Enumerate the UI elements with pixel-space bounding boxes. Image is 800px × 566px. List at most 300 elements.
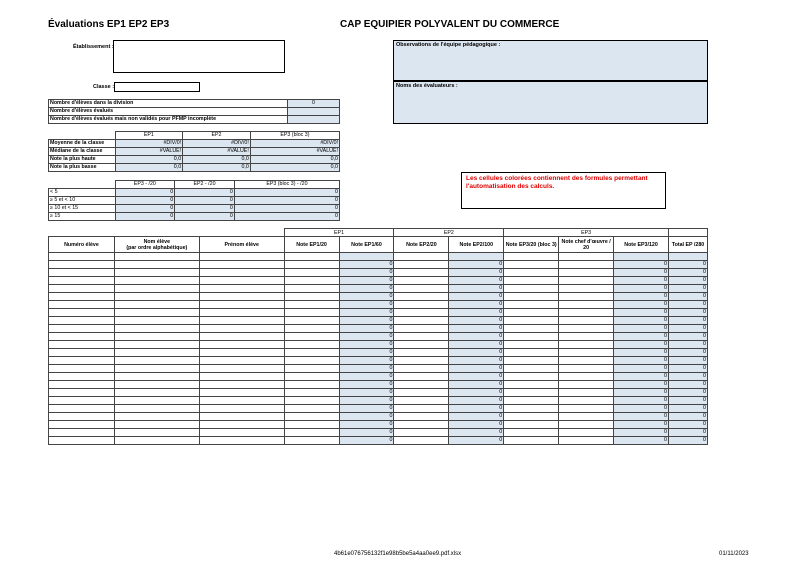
dist-label: ≥ 10 et < 15 [49,205,116,213]
table-cell[interactable] [394,405,449,413]
diploma-title: CAP EQUIPIER POLYVALENT DU COMMERCE [340,19,560,30]
table-cell[interactable] [49,349,115,357]
table-cell[interactable] [114,333,199,341]
table-cell[interactable] [49,365,115,373]
table-cell[interactable] [114,309,199,317]
table-row [49,277,708,285]
table-cell[interactable] [199,293,284,301]
table-cell[interactable] [49,405,115,413]
table-cell: 0 [449,429,504,437]
table-cell[interactable] [114,381,199,389]
column-header: Note EP2/20 [394,237,449,253]
table-cell[interactable] [394,317,449,325]
stats-value: #VALUE! [250,148,339,156]
stats-value: 0,0 [183,164,251,172]
table-cell[interactable] [394,269,449,277]
dist-header: EP3 - /20 [115,181,175,189]
table-cell[interactable] [49,381,115,389]
table-cell[interactable] [199,381,284,389]
table-cell[interactable] [49,285,115,293]
table-cell[interactable] [559,253,614,261]
table-cell: 0 [669,285,708,293]
table-cell: 0 [449,397,504,405]
table-cell: 0 [339,285,394,293]
table-cell[interactable] [284,317,339,325]
dist-row [49,189,340,197]
table-cell[interactable] [114,317,199,325]
stats-row [49,164,340,172]
table-cell: 0 [614,293,669,301]
table-cell[interactable] [284,301,339,309]
table-cell[interactable] [49,253,115,261]
table-cell: 0 [339,413,394,421]
table-cell[interactable] [284,309,339,317]
table-cell: 0 [449,405,504,413]
table-cell: 0 [449,421,504,429]
table-cell: 0 [339,325,394,333]
table-cell[interactable] [49,301,115,309]
table-cell[interactable] [49,389,115,397]
table-cell[interactable] [114,373,199,381]
table-cell: 0 [449,301,504,309]
table-cell: 0 [614,365,669,373]
count-value [288,116,340,124]
table-cell[interactable] [199,437,284,445]
stats-row [49,156,340,164]
table-cell[interactable] [559,397,614,405]
table-cell[interactable] [559,309,614,317]
stats-header: EP1 [115,132,183,140]
table-cell[interactable] [284,437,339,445]
dist-corner [49,181,116,189]
table-cell[interactable] [199,261,284,269]
table-cell[interactable] [559,301,614,309]
group-header: EP3 [504,229,669,237]
column-header: Note chef d'œuvre / 20 [559,237,614,253]
table-cell[interactable] [199,317,284,325]
table-cell[interactable] [504,405,559,413]
table-cell[interactable] [394,349,449,357]
table-cell[interactable] [114,437,199,445]
table-cell[interactable] [504,429,559,437]
table-cell: 0 [614,421,669,429]
stats-value: 0,0 [115,164,183,172]
table-cell: 0 [614,277,669,285]
table-cell[interactable] [504,277,559,285]
table-cell[interactable] [49,413,115,421]
table-cell: 0 [339,365,394,373]
table-cell: 0 [339,277,394,285]
table-cell[interactable] [284,389,339,397]
table-cell[interactable] [49,309,115,317]
dist-value: 0 [175,205,235,213]
etablissement-field[interactable] [113,40,285,73]
column-header: Note EP3/20 (bloc 3) [504,237,559,253]
table-cell: 0 [449,381,504,389]
table-cell[interactable] [114,301,199,309]
table-cell[interactable] [114,349,199,357]
table-cell[interactable] [504,413,559,421]
table-cell: 0 [669,317,708,325]
table-cell[interactable] [49,317,115,325]
table-cell[interactable] [284,325,339,333]
table-cell[interactable] [394,389,449,397]
stats-value: #DIV/0! [250,140,339,148]
table-cell: 0 [669,357,708,365]
table-cell: 0 [614,437,669,445]
table-cell[interactable] [394,285,449,293]
table-cell[interactable] [199,269,284,277]
table-cell[interactable] [199,309,284,317]
table-cell[interactable] [504,365,559,373]
table-cell[interactable] [49,341,115,349]
table-cell[interactable] [199,325,284,333]
table-cell[interactable] [504,437,559,445]
table-cell[interactable] [559,317,614,325]
stats-label: Médiane de la classe [49,148,116,156]
table-cell[interactable] [559,429,614,437]
table-cell: 0 [669,373,708,381]
table-cell: 0 [339,269,394,277]
table-cell: 0 [614,389,669,397]
table-cell[interactable] [49,269,115,277]
table-cell[interactable] [504,357,559,365]
table-cell: 0 [339,381,394,389]
table-cell[interactable] [284,269,339,277]
table-cell: 0 [339,301,394,309]
table-cell[interactable] [559,285,614,293]
table-cell[interactable] [504,317,559,325]
table-cell[interactable] [559,413,614,421]
distribution-table [48,180,340,221]
table-cell[interactable] [394,293,449,301]
table-cell[interactable] [114,365,199,373]
table-row [49,357,708,365]
table-cell[interactable] [199,405,284,413]
table-cell[interactable] [504,301,559,309]
students-table [48,228,708,445]
table-cell[interactable] [284,413,339,421]
table-cell[interactable] [504,397,559,405]
table-cell[interactable] [114,277,199,285]
table-row [49,405,708,413]
table-cell[interactable] [199,349,284,357]
table-cell[interactable] [504,261,559,269]
table-cell[interactable] [504,253,559,261]
stats-row [49,140,340,148]
table-cell[interactable] [394,429,449,437]
table-cell[interactable] [199,365,284,373]
page-title: Évaluations EP1 EP2 EP3 [48,19,170,30]
table-cell[interactable] [504,333,559,341]
table-cell[interactable] [284,373,339,381]
table-cell: 0 [614,397,669,405]
count-label: Nombre d'élèves évalués mais non validés pour PFMP incomplète [49,116,288,124]
table-cell[interactable] [114,389,199,397]
dist-value: 0 [115,213,175,221]
table-cell: 0 [449,309,504,317]
counts-table [48,99,340,124]
table-cell: 0 [669,429,708,437]
table-cell: 0 [339,373,394,381]
table-cell[interactable] [49,421,115,429]
table-cell: 0 [339,389,394,397]
table-cell[interactable] [504,389,559,397]
table-cell[interactable] [114,397,199,405]
etablissement-label: Établissement : [73,44,114,50]
table-cell[interactable] [284,429,339,437]
table-row [49,437,708,445]
table-row [49,333,708,341]
table-cell[interactable] [49,397,115,405]
table-row [49,285,708,293]
table-cell[interactable] [284,381,339,389]
table-cell[interactable] [559,341,614,349]
table-cell[interactable] [114,285,199,293]
table-cell[interactable] [394,325,449,333]
table-cell: 0 [449,293,504,301]
table-cell[interactable] [559,365,614,373]
table-cell[interactable] [394,365,449,373]
table-cell[interactable] [394,421,449,429]
table-cell[interactable] [284,341,339,349]
table-cell[interactable] [504,373,559,381]
table-cell[interactable] [199,301,284,309]
table-cell[interactable] [559,437,614,445]
table-cell[interactable] [49,277,115,285]
table-cell[interactable] [49,373,115,381]
column-header: Numéro élève [49,237,115,253]
table-cell[interactable] [559,349,614,357]
table-cell[interactable] [504,285,559,293]
table-cell[interactable] [284,421,339,429]
table-cell[interactable] [394,381,449,389]
table-cell: 0 [339,429,394,437]
table-cell[interactable] [394,301,449,309]
table-cell[interactable] [114,357,199,365]
table-cell[interactable] [559,381,614,389]
table-cell[interactable] [114,253,199,261]
table-row [49,381,708,389]
table-cell: 0 [614,429,669,437]
table-cell: 0 [614,349,669,357]
table-cell[interactable] [504,325,559,333]
stats-value: #DIV/0! [183,140,251,148]
stats-value: #VALUE! [115,148,183,156]
table-cell: 0 [669,333,708,341]
group-header: EP2 [394,229,504,237]
table-cell: 0 [614,261,669,269]
table-row [49,293,708,301]
table-cell: 0 [339,333,394,341]
table-cell: 0 [339,261,394,269]
table-cell[interactable] [394,373,449,381]
table-cell[interactable] [199,357,284,365]
table-cell[interactable] [394,341,449,349]
dist-value: 0 [234,189,339,197]
table-cell[interactable] [49,429,115,437]
table-cell[interactable] [114,325,199,333]
table-row [49,269,708,277]
table-cell[interactable] [199,389,284,397]
table-cell[interactable] [199,373,284,381]
table-cell[interactable] [199,333,284,341]
table-cell[interactable] [284,277,339,285]
table-cell[interactable] [199,421,284,429]
table-cell[interactable] [284,357,339,365]
table-cell: 0 [339,309,394,317]
table-cell[interactable] [559,333,614,341]
table-cell[interactable] [504,341,559,349]
table-row [49,253,708,261]
column-header: Prénom élève [199,237,284,253]
table-cell: 0 [449,269,504,277]
counts-row [49,100,340,108]
table-cell: 0 [614,301,669,309]
table-cell[interactable] [114,341,199,349]
formula-note-box [461,172,666,209]
table-cell: 0 [449,333,504,341]
table-cell[interactable] [504,269,559,277]
table-cell[interactable] [49,325,115,333]
table-cell[interactable] [559,373,614,381]
table-cell[interactable] [49,357,115,365]
table-cell: 0 [449,373,504,381]
table-cell[interactable] [394,309,449,317]
table-cell[interactable] [504,293,559,301]
table-cell[interactable] [284,261,339,269]
table-cell[interactable] [504,421,559,429]
column-header: Note EP1/20 [284,237,339,253]
counts-row [49,116,340,124]
table-row [49,365,708,373]
table-cell[interactable] [394,277,449,285]
stats-table [48,131,340,172]
counts-row [49,108,340,116]
stats-header: EP3 (bloc 3) [250,132,339,140]
table-cell[interactable] [284,333,339,341]
classe-field[interactable] [114,82,200,92]
table-cell[interactable] [394,333,449,341]
table-cell[interactable] [504,349,559,357]
group-spacer [49,229,285,237]
observations-field[interactable] [393,40,708,81]
table-cell: 0 [449,341,504,349]
table-cell: 0 [339,357,394,365]
stats-value: #DIV/0! [115,140,183,148]
stats-row [49,148,340,156]
table-cell[interactable] [199,397,284,405]
table-cell: 0 [614,413,669,421]
table-cell[interactable] [284,349,339,357]
table-cell[interactable] [114,421,199,429]
table-cell[interactable] [49,293,115,301]
table-cell[interactable] [199,285,284,293]
table-cell[interactable] [114,261,199,269]
table-row [49,349,708,357]
count-value: 0 [288,100,340,108]
table-cell[interactable] [559,357,614,365]
table-cell[interactable] [394,413,449,421]
dist-row [49,213,340,221]
table-cell[interactable] [199,277,284,285]
table-cell[interactable] [559,293,614,301]
table-cell[interactable] [284,253,339,261]
table-cell: 0 [614,325,669,333]
table-cell: 0 [449,437,504,445]
table-cell[interactable] [559,269,614,277]
table-cell[interactable] [284,365,339,373]
stats-header: EP2 [183,132,251,140]
table-cell[interactable] [284,293,339,301]
dist-value: 0 [115,189,175,197]
table-cell[interactable] [49,261,115,269]
table-cell[interactable] [559,405,614,413]
table-cell[interactable] [559,421,614,429]
table-cell[interactable] [394,261,449,269]
table-cell[interactable] [284,285,339,293]
table-cell[interactable] [114,293,199,301]
table-cell[interactable] [394,357,449,365]
table-row [49,301,708,309]
table-cell: 0 [339,421,394,429]
table-cell[interactable] [559,389,614,397]
dist-value: 0 [175,213,235,221]
table-cell[interactable] [114,269,199,277]
dist-value: 0 [175,197,235,205]
table-cell[interactable] [559,261,614,269]
table-cell[interactable] [284,405,339,413]
table-cell[interactable] [394,253,449,261]
table-row [49,413,708,421]
evaluateurs-field[interactable] [393,81,708,124]
table-cell: 0 [339,437,394,445]
table-cell[interactable] [559,277,614,285]
dist-value: 0 [234,213,339,221]
table-cell: 0 [339,397,394,405]
count-label: Nombre d'élèves dans la division [49,100,288,108]
table-cell: 0 [614,285,669,293]
column-header: Note EP1/60 [339,237,394,253]
table-cell[interactable] [199,341,284,349]
table-cell[interactable] [199,413,284,421]
table-cell: 0 [449,317,504,325]
table-cell[interactable] [394,397,449,405]
table-cell: 0 [669,365,708,373]
table-cell: 0 [339,317,394,325]
table-cell[interactable] [114,429,199,437]
footer-date: 01/11/2023 [719,551,749,557]
table-cell: 0 [449,325,504,333]
table-cell[interactable] [199,253,284,261]
table-cell[interactable] [394,437,449,445]
table-cell[interactable] [114,413,199,421]
table-cell[interactable] [504,309,559,317]
group-total-spacer [669,229,708,237]
table-cell: 0 [669,389,708,397]
table-cell[interactable] [504,381,559,389]
dist-row [49,205,340,213]
table-cell[interactable] [49,437,115,445]
table-cell[interactable] [114,405,199,413]
table-cell: 0 [449,285,504,293]
table-cell: 0 [669,309,708,317]
table-cell[interactable] [199,429,284,437]
table-cell[interactable] [284,397,339,405]
stats-value: 0,0 [250,164,339,172]
table-cell[interactable] [559,325,614,333]
table-cell[interactable] [49,333,115,341]
